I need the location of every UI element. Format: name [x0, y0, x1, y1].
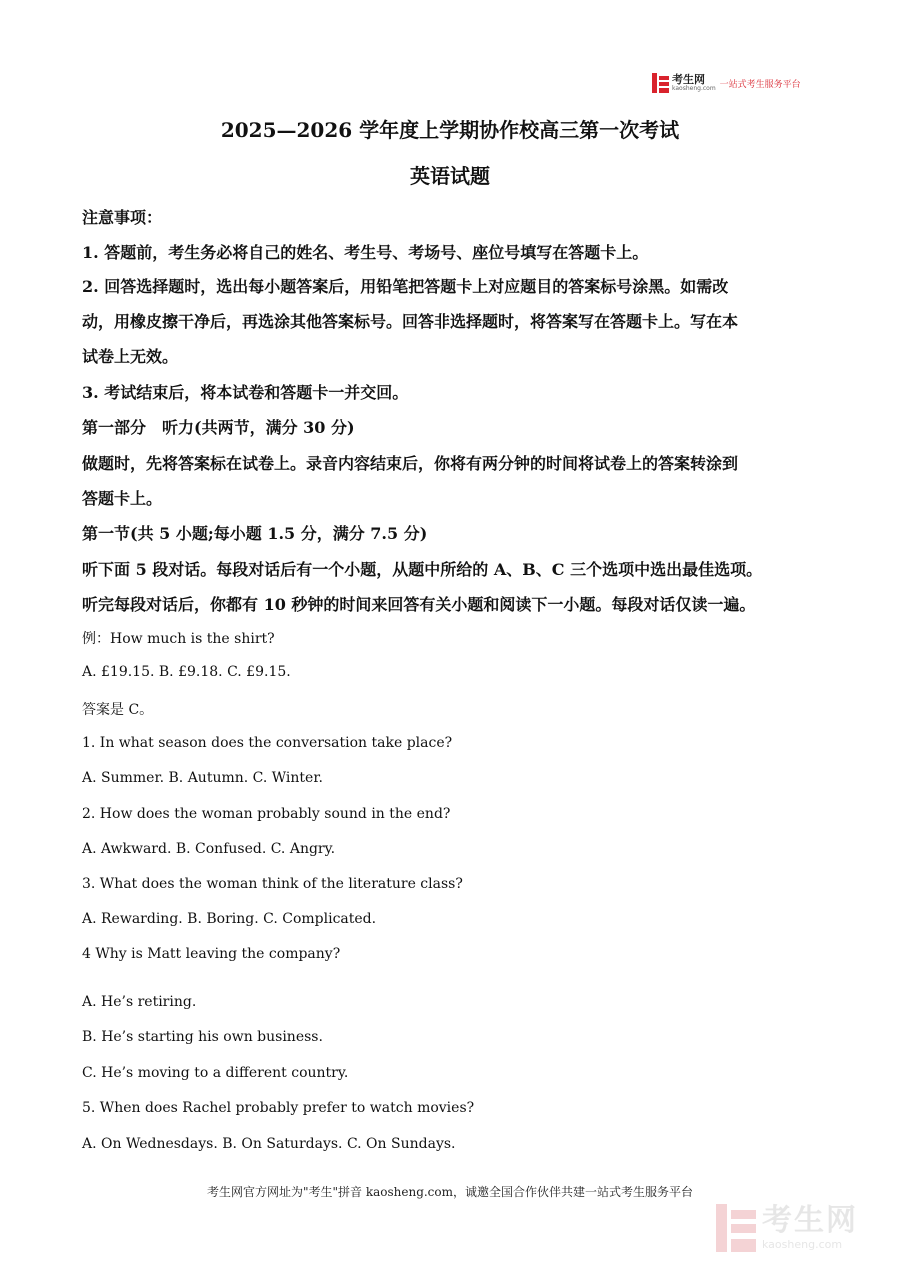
question-5: 5. When does Rachel probably prefer to watch movies?: [82, 1100, 475, 1116]
watermark-name: 考生网: [762, 1202, 858, 1238]
example-answer: 答案是 C。: [82, 702, 154, 718]
example-question: 例：How much is the shirt?: [82, 631, 275, 647]
question-1-options: A. Summer. B. Autumn. C. Winter.: [82, 770, 323, 786]
question-3-options: A. Rewarding. B. Boring. C. Complicated.: [82, 911, 377, 927]
notice-2: 2. 回答选择题时，选出每小题答案后，用铅笔把答题卡上对应题目的答案标号涂黑。如需改: [82, 277, 729, 296]
notice-heading: 注意事项：: [82, 208, 163, 227]
notice-2-cont: 动，用橡皮擦干净后，再选涂其他答案标号。回答非选择题时，将答案写在答题卡上。写在本: [82, 312, 739, 331]
section-one-instruction-cont: 听完每段对话后，你都有 10 秒钟的时间来回答有关小题和阅读下一小题。每段对话仅读一遍。: [82, 595, 756, 614]
question-2: 2. How does the woman probably sound in the end?: [82, 806, 451, 822]
question-5-options: A. On Wednesdays. B. On Saturdays. C. On Sundays.: [82, 1136, 456, 1152]
question-4-option-c: C. He’s moving to a different country.: [82, 1065, 349, 1081]
question-4-option-a: A. He’s retiring.: [82, 994, 197, 1010]
question-4: 4 Why is Matt leaving the company?: [82, 946, 341, 962]
notice-1: 1. 答题前，考生务必将自己的姓名、考生号、考场号、座位号填写在答题卡上。: [82, 243, 649, 262]
notice-3: 3. 考试结束后，将本试卷和答题卡一并交回。: [82, 383, 409, 402]
header-logo: [652, 72, 801, 94]
doc-subtitle: 英语试题: [410, 164, 490, 188]
watermark: [716, 1204, 858, 1252]
part-one-instruction-cont: 答题卡上。: [82, 489, 163, 508]
notice-2-end: 试卷上无效。: [82, 347, 179, 366]
kaosheng-logo-icon: [652, 73, 669, 93]
question-3: 3. What does the woman think of the literature class?: [82, 876, 463, 892]
logo-name: 考生网: [672, 73, 705, 86]
section-one-heading: 第一节(共 5 小题;每小题 1.5 分，满分 7.5 分): [82, 524, 428, 543]
part-one-instruction: 做题时，先将答案标在试卷上。录音内容结束后，你将有两分钟的时间将试卷上的答案转涂到: [82, 454, 739, 473]
part-one-heading: 第一部分 听力(共两节，满分 30 分): [82, 418, 355, 437]
example-options: A. £19.15. B. £9.18. C. £9.15.: [82, 664, 291, 680]
doc-title: 2025—2026 学年度上学期协作校高三第一次考试: [220, 118, 680, 142]
logo-url: kaosheng.com: [672, 85, 716, 92]
question-4-option-b: B. He’s starting his own business.: [82, 1029, 323, 1045]
footer-text: 考生网官方网址为"考生"拼音 kaosheng.com，诚邀全国合作伙伴共建一站式考生服务平台: [206, 1185, 694, 1199]
question-2-options: A. Awkward. B. Confused. C. Angry.: [82, 841, 336, 857]
kaosheng-watermark-icon: [716, 1204, 756, 1252]
logo-tagline: 一站式考生服务平台: [719, 79, 801, 90]
section-one-instruction: 听下面 5 段对话。每段对话后有一个小题，从题中所给的 A、B、C 三个选项中选出最佳选项。: [82, 560, 763, 579]
question-1: 1. In what season does the conversation take place?: [82, 735, 453, 751]
watermark-url: kaosheng.com: [762, 1237, 843, 1251]
